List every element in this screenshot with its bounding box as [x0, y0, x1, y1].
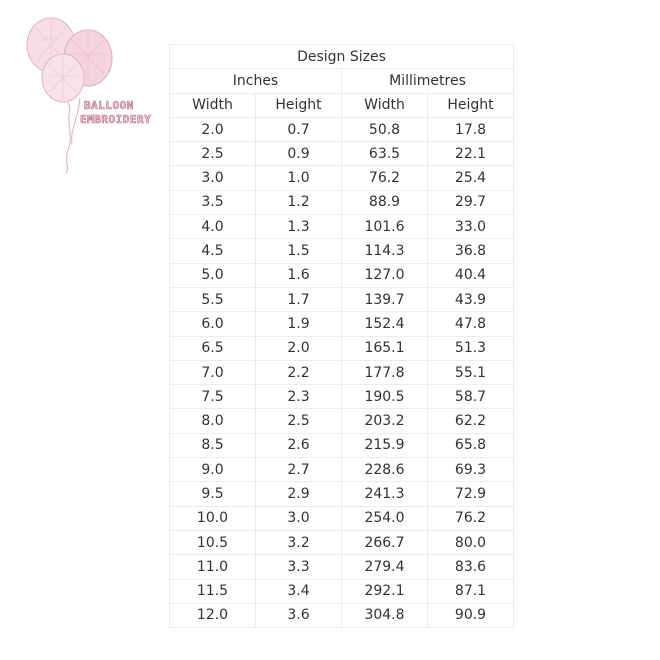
- cell-inches-width: 7.0: [170, 360, 256, 384]
- cell-inches-height: 2.2: [256, 360, 342, 384]
- cell-mm-height: 65.8: [428, 433, 514, 457]
- cell-mm-width: 241.3: [342, 482, 428, 506]
- cell-inches-height: 1.5: [256, 239, 342, 263]
- cell-mm-width: 139.7: [342, 287, 428, 311]
- cell-inches-width: 2.5: [170, 142, 256, 166]
- cell-inches-width: 7.5: [170, 385, 256, 409]
- table-row: [170, 142, 514, 166]
- cell-mm-width: 215.9: [342, 433, 428, 457]
- cell-mm-height: 36.8: [428, 239, 514, 263]
- cell-inches-width: 10.0: [170, 506, 256, 530]
- cell-mm-width: 304.8: [342, 603, 428, 627]
- cell-inches-height: 0.7: [256, 117, 342, 141]
- table-row: [170, 433, 514, 457]
- cell-mm-width: 203.2: [342, 409, 428, 433]
- cell-mm-height: 76.2: [428, 506, 514, 530]
- cell-mm-height: 40.4: [428, 263, 514, 287]
- cell-inches-width: 3.5: [170, 190, 256, 214]
- table-row: [170, 360, 514, 384]
- cell-inches-height: 1.3: [256, 215, 342, 239]
- cell-mm-height: 51.3: [428, 336, 514, 360]
- table-row: [170, 287, 514, 311]
- cell-mm-height: 47.8: [428, 312, 514, 336]
- table-row: [170, 482, 514, 506]
- table-row: [170, 166, 514, 190]
- cell-inches-width: 6.5: [170, 336, 256, 360]
- column-header-inches-width: Width: [170, 93, 256, 117]
- cell-mm-width: 279.4: [342, 555, 428, 579]
- table-body: [170, 117, 514, 627]
- cell-mm-height: 83.6: [428, 555, 514, 579]
- cell-inches-width: 11.0: [170, 555, 256, 579]
- cell-mm-width: 88.9: [342, 190, 428, 214]
- cell-mm-width: 114.3: [342, 239, 428, 263]
- logo-text-line1: BALLOON: [84, 99, 134, 112]
- cell-inches-height: 2.7: [256, 458, 342, 482]
- cell-inches-width: 5.5: [170, 287, 256, 311]
- table-row: [170, 385, 514, 409]
- cell-mm-width: 292.1: [342, 579, 428, 603]
- cell-inches-width: 5.0: [170, 263, 256, 287]
- cell-inches-height: 1.0: [256, 166, 342, 190]
- cell-mm-width: 254.0: [342, 506, 428, 530]
- table-row: [170, 312, 514, 336]
- cell-inches-height: 3.0: [256, 506, 342, 530]
- cell-inches-height: 1.7: [256, 287, 342, 311]
- cell-inches-height: 2.6: [256, 433, 342, 457]
- cell-mm-height: 43.9: [428, 287, 514, 311]
- cell-inches-width: 6.0: [170, 312, 256, 336]
- cell-inches-width: 12.0: [170, 603, 256, 627]
- cell-inches-width: 2.0: [170, 117, 256, 141]
- cell-mm-width: 152.4: [342, 312, 428, 336]
- table-row: [170, 336, 514, 360]
- cell-mm-width: 101.6: [342, 215, 428, 239]
- cell-inches-height: 1.9: [256, 312, 342, 336]
- cell-mm-width: 177.8: [342, 360, 428, 384]
- cell-mm-width: 266.7: [342, 530, 428, 554]
- design-sizes-table: [169, 44, 514, 628]
- table-row: [170, 603, 514, 627]
- column-header-inches-height: Height: [256, 93, 342, 117]
- cell-inches-height: 0.9: [256, 142, 342, 166]
- cell-inches-width: 8.0: [170, 409, 256, 433]
- cell-inches-height: 2.3: [256, 385, 342, 409]
- cell-inches-height: 2.0: [256, 336, 342, 360]
- table-row: [170, 409, 514, 433]
- balloon-logo-graphic: [18, 10, 153, 175]
- cell-mm-height: 62.2: [428, 409, 514, 433]
- cell-mm-height: 72.9: [428, 482, 514, 506]
- table-row: [170, 530, 514, 554]
- cell-mm-height: 80.0: [428, 530, 514, 554]
- cell-mm-width: 50.8: [342, 117, 428, 141]
- cell-mm-height: 55.1: [428, 360, 514, 384]
- cell-inches-height: 3.3: [256, 555, 342, 579]
- table-row: [170, 506, 514, 530]
- cell-inches-height: 3.4: [256, 579, 342, 603]
- cell-mm-width: 165.1: [342, 336, 428, 360]
- cell-mm-height: 33.0: [428, 215, 514, 239]
- group-header-inches: Inches: [170, 69, 342, 93]
- cell-inches-width: 4.0: [170, 215, 256, 239]
- cell-mm-height: 69.3: [428, 458, 514, 482]
- cell-mm-width: 190.5: [342, 385, 428, 409]
- column-header-mm-width: Width: [342, 93, 428, 117]
- table-row: [170, 215, 514, 239]
- cell-mm-height: 17.8: [428, 117, 514, 141]
- cell-mm-height: 87.1: [428, 579, 514, 603]
- table-row: [170, 117, 514, 141]
- cell-inches-height: 3.6: [256, 603, 342, 627]
- cell-mm-height: 22.1: [428, 142, 514, 166]
- cell-inches-height: 3.2: [256, 530, 342, 554]
- cell-mm-height: 25.4: [428, 166, 514, 190]
- cell-inches-height: 1.2: [256, 190, 342, 214]
- cell-mm-height: 58.7: [428, 385, 514, 409]
- table-row: [170, 239, 514, 263]
- column-header-mm-height: Height: [428, 93, 514, 117]
- cell-inches-width: 8.5: [170, 433, 256, 457]
- cell-mm-width: 76.2: [342, 166, 428, 190]
- cell-mm-width: 63.5: [342, 142, 428, 166]
- cell-mm-height: 90.9: [428, 603, 514, 627]
- cell-inches-height: 2.9: [256, 482, 342, 506]
- table-row: [170, 458, 514, 482]
- table-row: [170, 190, 514, 214]
- balloon-embroidery-logo: [18, 10, 153, 175]
- cell-inches-width: 9.0: [170, 458, 256, 482]
- cell-inches-width: 9.5: [170, 482, 256, 506]
- cell-inches-width: 3.0: [170, 166, 256, 190]
- cell-inches-width: 4.5: [170, 239, 256, 263]
- cell-mm-height: 29.7: [428, 190, 514, 214]
- cell-inches-width: 10.5: [170, 530, 256, 554]
- table-row: [170, 579, 514, 603]
- logo-text-line2: EMBROIDERY: [80, 113, 152, 126]
- cell-mm-width: 228.6: [342, 458, 428, 482]
- cell-inches-height: 2.5: [256, 409, 342, 433]
- table-title: Design Sizes: [170, 45, 514, 69]
- cell-inches-height: 1.6: [256, 263, 342, 287]
- table-row: [170, 263, 514, 287]
- cell-mm-width: 127.0: [342, 263, 428, 287]
- group-header-millimetres: Millimetres: [342, 69, 514, 93]
- table-row: [170, 555, 514, 579]
- cell-inches-width: 11.5: [170, 579, 256, 603]
